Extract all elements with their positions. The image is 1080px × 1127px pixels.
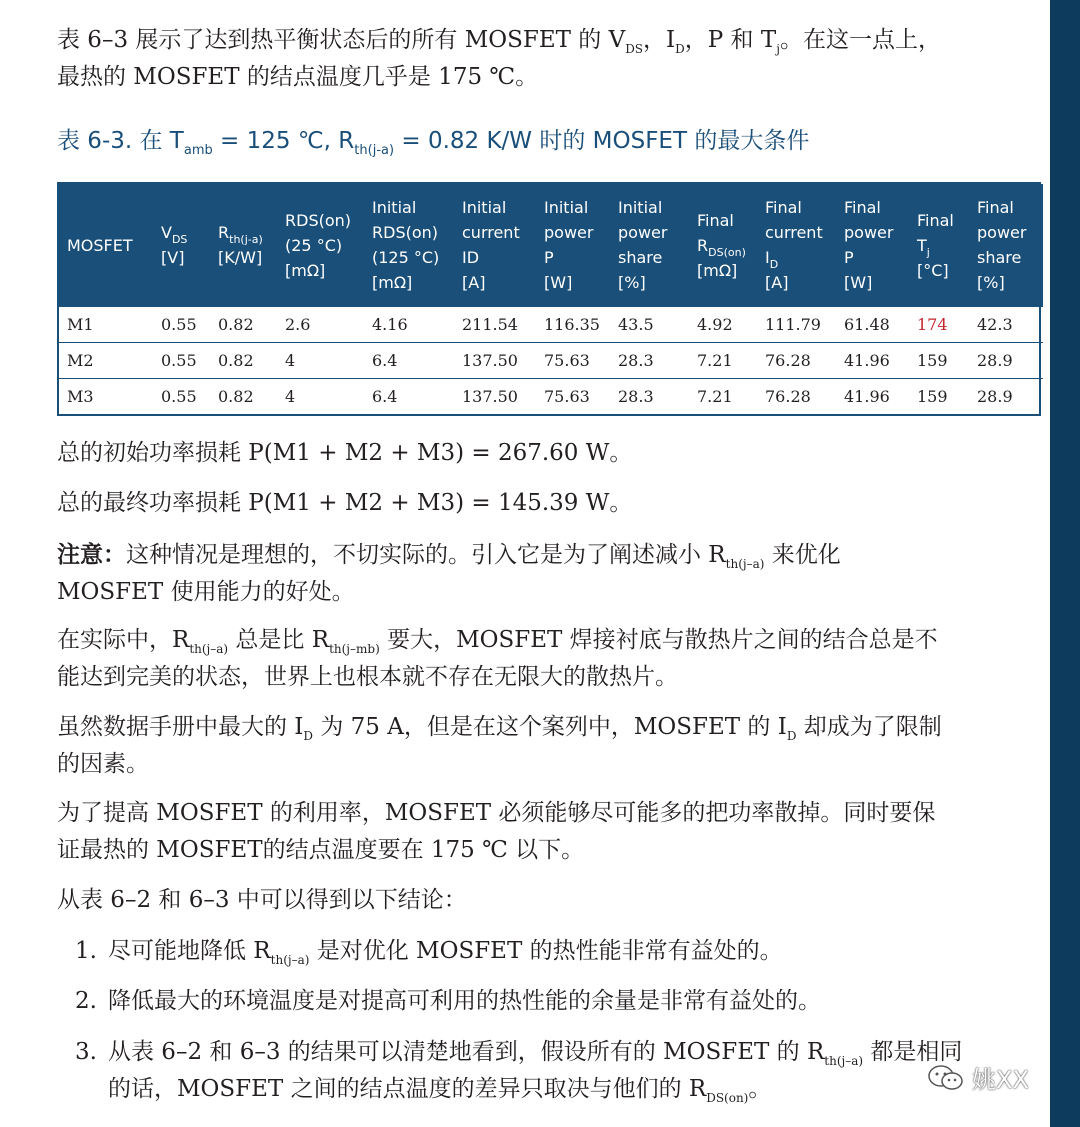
table-cell: 0.82 (210, 379, 277, 415)
total-final-power: 总的最终功率损耗 P(M1 + M2 + M3) = 145.39 W。 (57, 490, 633, 516)
header-cell: Final $R_{DS(on)}$ [mΩ] (697, 210, 746, 280)
table-cell: M1 (59, 307, 153, 343)
intro-line-1: 表 6–3 展示了达到热平衡状态后的所有 MOSFET 的 $V_{DS}$，$I_D$，P 和 $T_j$。在这一点上， (57, 27, 941, 56)
table-cell: M3 (59, 379, 153, 415)
header-cell: Final power share [%] (977, 198, 1027, 292)
table-cell: 41.96 (836, 379, 909, 415)
table-cell: 111.79 (757, 307, 836, 343)
table-header-row (59, 184, 1043, 307)
page-side-bar (1050, 0, 1080, 1127)
intro-line-2: 最热的 MOSFET 的结点温度几乎是 175 ℃。 (57, 64, 539, 90)
table-cell: 28.9 (969, 343, 1043, 379)
header-cell: $R_{th(j-a)}$ [K/W] (218, 223, 263, 267)
table-cell: 137.50 (454, 343, 536, 379)
mosfet-table (57, 182, 1041, 416)
table-cell: 75.63 (536, 343, 610, 379)
table-cell: 76.28 (757, 343, 836, 379)
header-cell: Final current $I_D$ [A] (765, 198, 823, 292)
wechat-icon (926, 1063, 966, 1099)
table-cell: 211.54 (454, 307, 536, 343)
table-cell: 42.3 (969, 307, 1043, 343)
table-cell: 7.21 (689, 343, 757, 379)
table-row (59, 379, 1043, 415)
table-cell: 4 (277, 379, 364, 415)
table-cell: 76.28 (757, 379, 836, 415)
table-cell: 0.82 (210, 343, 277, 379)
table-cell: 4.16 (364, 307, 454, 343)
table-cell: 0.82 (210, 307, 277, 343)
header-cell: RDS(on) (25 °C) [mΩ] (285, 210, 352, 280)
header-cell: Initial RDS(on) (125 °C) [mΩ] (372, 198, 440, 292)
table-cell: 28.9 (969, 379, 1043, 415)
table-cell: 28.3 (610, 379, 689, 415)
table-cell: 41.96 (836, 343, 909, 379)
table-cell: 159 (909, 343, 969, 379)
table-cell: 4 (277, 343, 364, 379)
total-initial-power: 总的初始功率损耗 P(M1 + M2 + M3) = 267.60 W。 (57, 440, 633, 466)
watermark (926, 1060, 1029, 1099)
table-cell: 6.4 (364, 343, 454, 379)
header-cell: Initial power share [%] (618, 198, 668, 292)
table-row (59, 307, 1043, 343)
header-cell: MOSFET (67, 235, 133, 255)
table-cell: M2 (59, 343, 153, 379)
conclusion-list-item-3: 3. 从表 6–2 和 6–3 的结果可以清楚地看到，假设所有的 MOSFET 的 $R_{th(j-a)}$ 都是相同 的话，MOSFET 之间的结点温度的差异只取决与他们的 $R_{DS(on)}$。 (75, 1039, 963, 1105)
table-cell: 0.55 (153, 307, 210, 343)
header-cell: $V_{DS}$ [V] (161, 223, 188, 267)
table-cell: 75.63 (536, 379, 610, 415)
table-cell: 6.4 (364, 379, 454, 415)
table-cell: 0.55 (153, 343, 210, 379)
conclusion-list-item-2: 2. 降低最大的环境温度是对提高可利用的热性能的余量是非常有益处的。 (75, 988, 821, 1014)
practice-paragraph: 在实际中，$R_{th(j-a)}$ 总是比 $R_{th(j-mb)}$ 要大，MOSFET 焊接衬底与散热片之间的结合总是不 能达到完美的状态，世界上也根本就不存在无限大的散热片。 (57, 627, 938, 690)
watermark-text: 姚XX (972, 1066, 1029, 1094)
table-cell: 7.21 (689, 379, 757, 415)
conclusion-list-item-1: 1. 尽可能地降低 $R_{th(j-a)}$ 是对优化 MOSFET 的热性能非常有益处的。 (75, 938, 783, 967)
highlight-cell: 174 (909, 307, 969, 343)
table-cell: 137.50 (454, 379, 536, 415)
table-cell: 159 (909, 379, 969, 415)
utilization-paragraph: 为了提高 MOSFET 的利用率，MOSFET 必须能够尽可能多的把功率散掉。同时要保 证最热的 MOSFET的结点温度要在 175 ℃ 以下。 (57, 800, 936, 863)
table-cell: 43.5 (610, 307, 689, 343)
id-limit-paragraph: 虽然数据手册中最大的 $I_D$ 为 75 A，但是在这个案列中，MOSFET 的 $I_D$ 却成为了限制 的因素。 (57, 714, 942, 777)
conclusion-intro: 从表 6–2 和 6–3 中可以得到以下结论： (57, 887, 467, 913)
table-cell: 28.3 (610, 343, 689, 379)
table-row (59, 343, 1043, 379)
header-cell: Final power P [W] (844, 198, 894, 292)
table-caption: 表 6-3. 在 $T_{amb} = 125$ ℃, $R_{th(j-a)} = 0.82$ K/W 时的 MOSFET 的最大条件 (57, 128, 810, 158)
intro-paragraph (57, 22, 1017, 96)
table-cell: 4.92 (689, 307, 757, 343)
header-cell: Initial current ID [A] (462, 198, 520, 292)
table-cell: 0.55 (153, 379, 210, 415)
note-paragraph: 注意：这种情况是理想的，不切实际的。引入它是为了阐述减小 $R_{th(j-a)}$ 来优化 MOSFET 使用能力的好处。 (57, 541, 841, 605)
header-cell: Final $T_j$ [°C] (917, 210, 954, 280)
table-cell: 2.6 (277, 307, 364, 343)
header-cell: Initial power P [W] (544, 198, 594, 292)
table-cell: 61.48 (836, 307, 909, 343)
table-cell: 116.35 (536, 307, 610, 343)
